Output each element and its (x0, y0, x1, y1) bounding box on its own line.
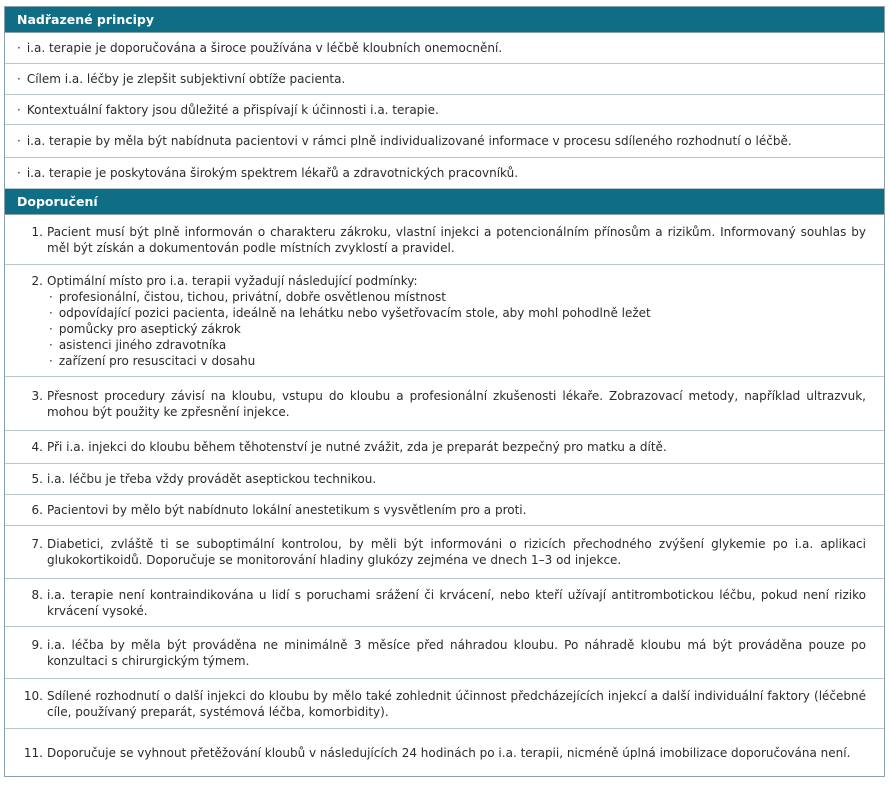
recommendation-number: 2. (31, 273, 43, 288)
recommendation-number: 4. (31, 440, 43, 454)
principle-text: Cílem i.a. léčby je zlepšit subjektivní obtíže pacienta. (26, 72, 346, 86)
condition-text: odpovídající pozici pacienta, ideálně na lehátku nebo vyšetřovacím stole, aby mohl pohodlně ležet (58, 305, 651, 320)
recommendation-row (5, 627, 884, 679)
principles-header: Nadřazené principy (5, 7, 884, 33)
bullet: · (17, 41, 21, 55)
recommendation-text: i.a. léčbu je třeba vždy provádět aseptickou technikou. (47, 472, 377, 486)
recommendation-text: Přesnost procedury závisí na kloubu, vstupu do kloubu a profesionální zkušenosti lékaře. Zobrazovací metody, například ultrazvuk, mohou být použity ke zpřesnění injekce. (47, 388, 866, 419)
condition-item (47, 321, 866, 337)
recommendation-text: Doporučuje se vyhnout přetěžování kloubů v následujících 24 hodinách po i.a. terapii, nicméně úplná imobilizace doporučována není. (47, 745, 851, 760)
recommendation-text: Při i.a. injekci do kloubu během těhotenství je nutné zvážit, zda je preparát bezpečný pro matku a dítě. (47, 440, 667, 454)
principle-row (5, 64, 884, 95)
principle-text: Kontextuální faktory jsou důležité a přispívají k účinnosti i.a. terapie. (26, 102, 439, 117)
condition-item (47, 305, 866, 321)
recommendations-header: Doporučení (5, 189, 884, 215)
bullet: · (17, 102, 21, 117)
principle-text: i.a. terapie je poskytována širokým spektrem lékařů a zdravotnických pracovníků. (26, 166, 519, 180)
recommendation-number: 9. (31, 637, 43, 652)
recommendation-number: 5. (31, 472, 43, 486)
bullet: · (17, 166, 21, 180)
recommendation-text: i.a. léčba by měla být prováděna ne minimálně 3 měsíce před náhradou kloubu. Po náhradě kloubu má být prováděna pouze po konzultaci s chirurgickým týmem. (47, 637, 866, 668)
recommendation-row (5, 729, 884, 776)
recommendation-row (5, 215, 884, 265)
condition-text: zařízení pro resuscitaci v dosahu (58, 353, 256, 368)
conditions-list (47, 289, 866, 369)
recommendation-row (5, 431, 884, 464)
principle-text: i.a. terapie je doporučována a široce používána v léčbě kloubních onemocnění. (26, 41, 503, 55)
recommendation-text: Pacient musí být plně informován o charakteru zákroku, vlastní injekci a potencionálním přínosům a rizikům. Informovaný souhlas by měl být získán a dokumentován podle místních zvyklostí a pravidel. (47, 224, 866, 255)
bullet: · (49, 305, 53, 320)
bullet: · (49, 289, 53, 304)
recommendation-row (5, 377, 884, 431)
recommendation-text: Optimální místo pro i.a. terapii vyžadují následující podmínky: (47, 273, 418, 288)
guidelines-table (4, 6, 885, 777)
condition-text: pomůcky pro aseptický zákrok (58, 321, 241, 336)
bullet: · (17, 134, 21, 148)
principle-row (5, 158, 884, 189)
condition-item (47, 353, 866, 369)
recommendation-row (5, 265, 884, 377)
recommendation-row (5, 579, 884, 627)
recommendation-row (5, 679, 884, 729)
recommendation-text: Diabetici, zvláště ti se suboptimální kontrolou, by měli být informováni o rizicích přechodného zvýšení glykemie po i.a. aplikaci glukokortikoidů. Doporučuje se monitorování hladiny glukózy zejména ve dnech 1–3 od injekce. (47, 537, 866, 567)
condition-item (47, 337, 866, 353)
principle-row (5, 125, 884, 158)
recommendation-number: 1. (31, 224, 43, 239)
recommendation-number: 7. (31, 537, 43, 551)
recommendation-row (5, 526, 884, 579)
bullet: · (49, 337, 53, 352)
recommendation-number: 8. (31, 587, 43, 602)
recommendation-row (5, 464, 884, 495)
recommendation-row (5, 495, 884, 526)
condition-text: asistenci jiného zdravotníka (58, 337, 227, 352)
principle-row (5, 33, 884, 64)
principle-text: i.a. terapie by měla být nabídnuta pacientovi v rámci plně individualizované informace v procesu sdíleného rozhodnutí o léčbě. (26, 134, 792, 148)
condition-item (47, 289, 866, 305)
recommendation-number: 11. (23, 745, 43, 760)
bullet: · (49, 321, 53, 336)
principle-row (5, 95, 884, 125)
recommendation-number: 3. (31, 388, 43, 403)
recommendation-text: Sdílené rozhodnutí o další injekci do kloubu by mělo také zohlednit účinnost předcházejících injekcí a další individuální faktory (léčebné cíle, používaný preparát, systémová léčba, komorbidity). (47, 688, 866, 719)
bullet: · (49, 353, 53, 368)
recommendation-number: 10. (23, 688, 43, 703)
condition-text: profesionální, čistou, tichou, privátní, dobře osvětlenou místnost (58, 289, 446, 304)
recommendation-number: 6. (31, 503, 43, 517)
recommendation-text: i.a. terapie není kontraindikována u lidí s poruchami srážení či krvácení, nebo kteří užívají antitrombotickou léčbu, pokud není riziko krvácení vysoké. (47, 587, 866, 618)
bullet: · (17, 72, 21, 86)
recommendation-text: Pacientovi by mělo být nabídnuto lokální anestetikum s vysvětlením pro a proti. (47, 503, 527, 517)
